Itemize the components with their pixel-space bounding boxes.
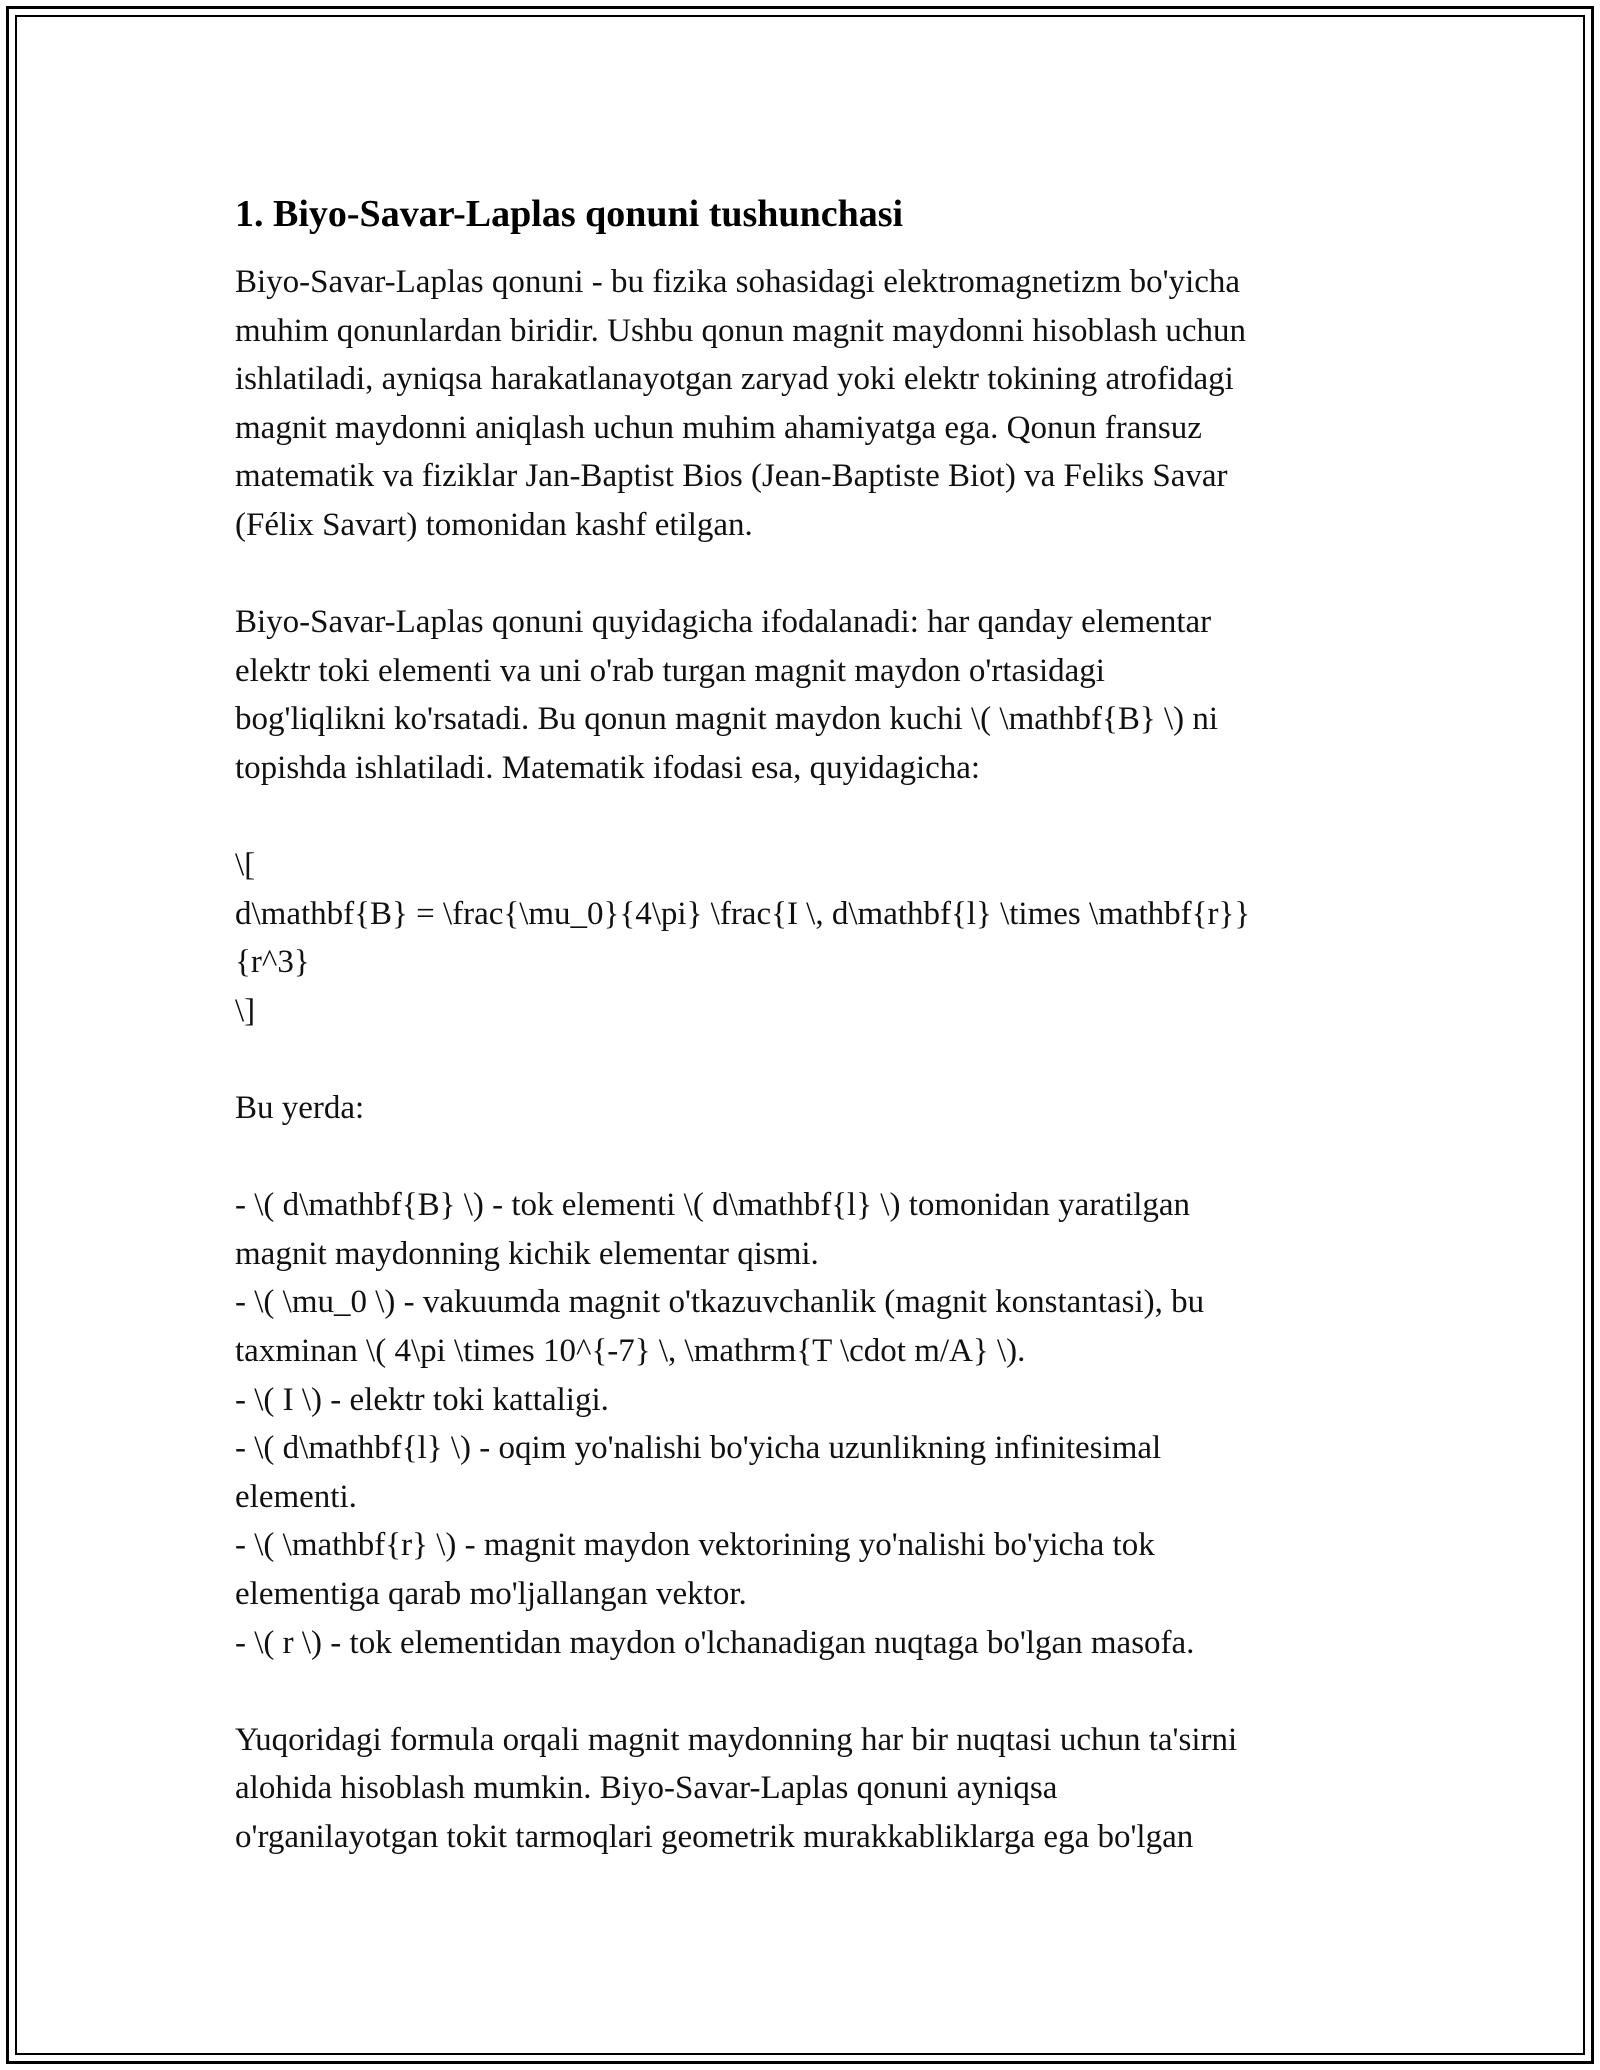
formula-line: {r^3} bbox=[235, 944, 310, 981]
intro-paragraph bbox=[235, 258, 1365, 550]
text-line: topishda ishlatiladi. Matematik ifodasi esa, quyidagicha: bbox=[235, 749, 981, 786]
text-line: (Félix Savart) tomonidan kashf etilgan. bbox=[235, 506, 753, 543]
text-line: o'rganilayotgan tokit tarmoqlari geometrik murakkabliklarga ega bo'lgan bbox=[235, 1819, 1194, 1855]
definition-line: - \( \mathbf{r} \) - magnit maydon vektorining yo'nalishi bo'yicha tok bbox=[235, 1527, 1155, 1564]
formula-block bbox=[235, 841, 1365, 1035]
definition-line: elementiga qarab mo'ljallangan vektor. bbox=[235, 1576, 747, 1613]
formula-line: \[ bbox=[235, 847, 256, 884]
text-line: elektr toki elementi va uni o'rab turgan magnit maydon o'rtasidagi bbox=[235, 652, 1105, 689]
formula-line: \] bbox=[235, 992, 256, 1029]
definition-line: - \( d\mathbf{B} \) - tok elementi \( d\mathbf{l} \) tomonidan yaratilgan bbox=[235, 1187, 1191, 1224]
closing-paragraph bbox=[235, 1716, 1365, 1862]
paragraph-spacer bbox=[235, 550, 1365, 599]
definition-line: - \( r \) - tok elementidan maydon o'lchanadigan nuqtaga bo'lgan masofa. bbox=[235, 1624, 1195, 1661]
section-heading: 1. Biyo-Savar-Laplas qonuni tushunchasi bbox=[235, 193, 904, 235]
text-line: bog'liqlikni ko'rsatadi. Bu qonun magnit maydon kuchi \( \mathbf{B} \) ni bbox=[235, 701, 1219, 738]
text-line: magnit maydonni aniqlash uchun muhim ahamiyatga ega. Qonun fransuz bbox=[235, 409, 1202, 446]
text-line: Biyo-Savar-Laplas qonuni - bu fizika sohasidagi elektromagnetizm bo'yicha bbox=[235, 264, 1241, 300]
text-line: matematik va fiziklar Jan-Baptist Bios (Jean-Baptiste Biot) va Feliks Savar bbox=[235, 458, 1228, 495]
text-line: Biyo-Savar-Laplas qonuni quyidagicha ifodalanadi: har qanday elementar bbox=[235, 604, 1212, 641]
text-line: ishlatiladi, ayniqsa harakatlanayotgan zaryad yoki elektr tokining atrofidagi bbox=[235, 361, 1234, 398]
where-label: Bu yerda: bbox=[235, 1090, 365, 1127]
definition-line: - \( d\mathbf{l} \) - oqim yo'nalishi bo'yicha uzunlikning infinitesimal bbox=[235, 1430, 1162, 1467]
formula-line: d\mathbf{B} = \frac{\mu_0}{4\pi} \frac{I \, d\mathbf{l} \times \mathbf{r}} bbox=[235, 895, 1251, 932]
paragraph-spacer bbox=[235, 793, 1365, 842]
paragraph-spacer bbox=[235, 1036, 1365, 1085]
document-body bbox=[235, 186, 1365, 1862]
definition-line: elementi. bbox=[235, 1478, 357, 1515]
text-line: muhim qonunlardan biridir. Ushbu qonun magnit maydonni hisoblash uchun bbox=[235, 312, 1246, 349]
definition-line: magnit maydonning kichik elementar qismi. bbox=[235, 1235, 819, 1272]
paragraph-spacer bbox=[235, 1667, 1365, 1716]
text-line: alohida hisoblash mumkin. Biyo-Savar-Laplas qonuni ayniqsa bbox=[235, 1770, 1058, 1807]
definition-line: - \( I \) - elektr toki kattaligi. bbox=[235, 1381, 609, 1418]
text-line: Yuqoridagi formula orqali magnit maydonning har bir nuqtasi uchun ta'sirni bbox=[235, 1721, 1238, 1758]
paragraph-spacer bbox=[235, 1133, 1365, 1182]
definition-line: - \( \mu_0 \) - vakuumda magnit o'tkazuvchanlik (magnit konstantasi), bu bbox=[235, 1284, 1205, 1321]
law-description-paragraph bbox=[235, 598, 1365, 792]
definitions-list bbox=[235, 1181, 1365, 1667]
definition-line: taxminan \( 4\pi \times 10^{-7} \, \mathrm{T \cdot m/A} \). bbox=[235, 1333, 1026, 1370]
